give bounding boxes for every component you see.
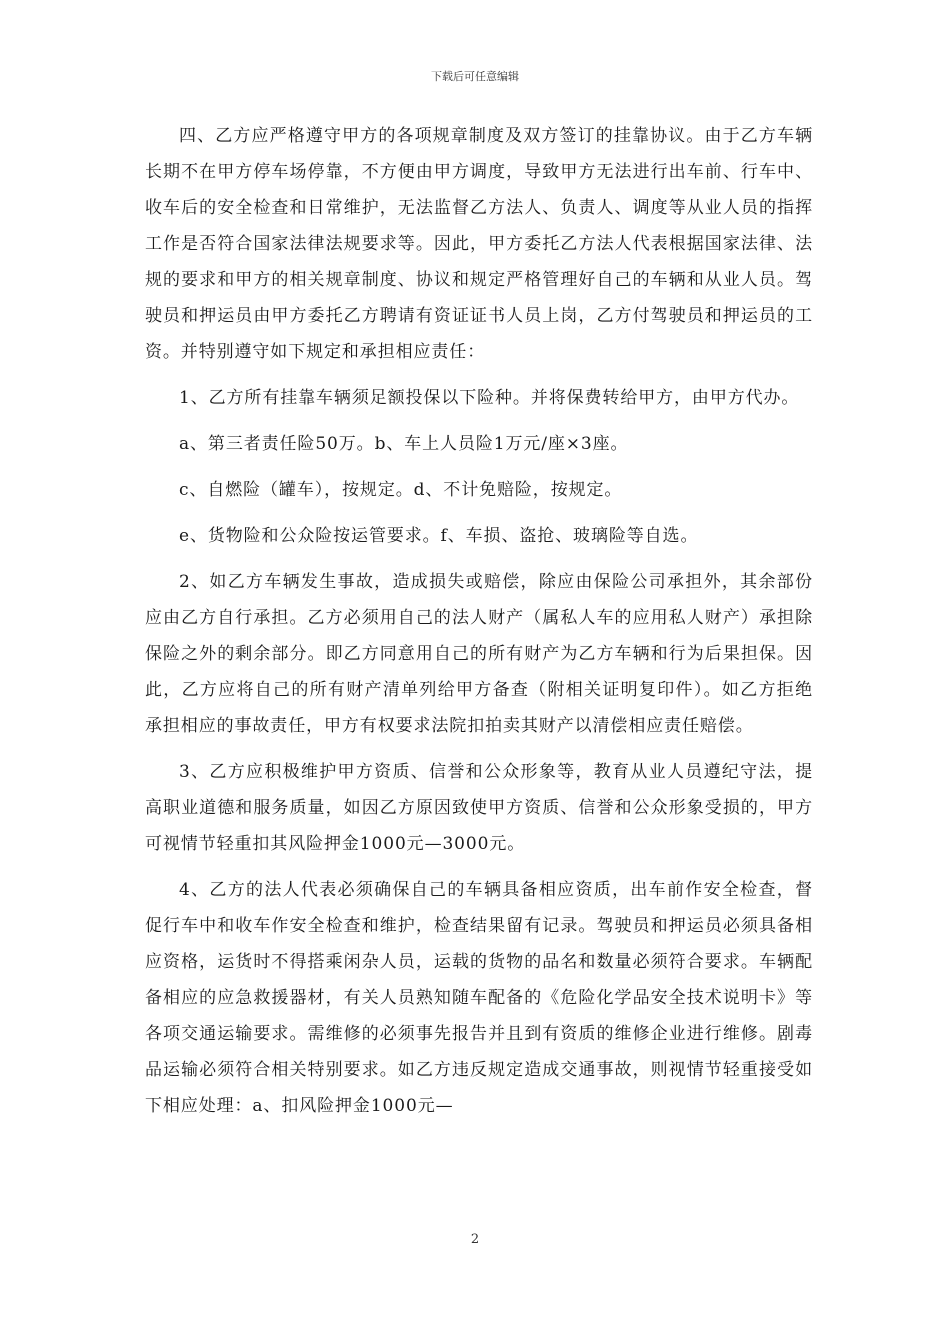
document-body bbox=[145, 118, 813, 1124]
paragraph-insurance-ab: a、第三者责任险50万。b、车上人员险1万元/座×3座。 bbox=[179, 434, 629, 454]
paragraph-item-4: 4、乙方的法人代表必须确保自己的车辆具备相应资质，出车前作安全检查，督促行车中和收车作安全检查和维护，检查结果留有记录。驾驶员和押运员必须具备相应资格，运货时不得搭乘闲杂人员，运载的货物的品名和数量必须符合要求。车辆配备相应的应急救援器材，有关人员熟知随车配备的《危险化学品安全技术说明卡》等各项交通运输要求。需维修的必须事先报告并且到有资质的维修企业进行维修。剧毒品运输必须符合相关特别要求。如乙方违反规定造成交通事故，则视情节轻重接受如下相应处理：a、扣风险押金1000元— bbox=[145, 880, 813, 1116]
paragraph-item-2: 2、如乙方车辆发生事故，造成损失或赔偿，除应由保险公司承担外，其余部份应由乙方自行承担。乙方必须用自己的法人财产（属私人车的应用私人财产）承担除保险之外的剩余部分。即乙方同意用自己的所有财产为乙方车辆和行为后果担保。因此，乙方应将自己的所有财产清单列给甲方备查（附相关证明复印件）。如乙方拒绝承担相应的事故责任，甲方有权要求法院扣拍卖其财产以清偿相应责任赔偿。 bbox=[145, 572, 813, 736]
page-number: 2 bbox=[470, 1232, 480, 1247]
page-header-note: 下载后可任意编辑 bbox=[431, 70, 519, 83]
paragraph-item-1: 1、乙方所有挂靠车辆须足额投保以下险种。并将保费转给甲方，由甲方代办。 bbox=[179, 388, 800, 408]
paragraph-insurance-cd: c、自燃险（罐车），按规定。d、不计免赔险，按规定。 bbox=[179, 480, 623, 500]
paragraph-item-3: 3、乙方应积极维护甲方资质、信誉和公众形象等，教育从业人员遵纪守法，提高职业道德和服务质量，如因乙方原因致使甲方资质、信誉和公众形象受损的，甲方可视情节轻重扣其风险押金1000元—3000元。 bbox=[145, 762, 813, 854]
paragraph-section-4: 四、乙方应严格遵守甲方的各项规章制度及双方签订的挂靠协议。由于乙方车辆长期不在甲方停车场停靠，不方便由甲方调度，导致甲方无法进行出车前、行车中、收车后的安全检查和日常维护，无法监督乙方法人、负责人、调度等从业人员的指挥工作是否符合国家法律法规要求等。因此，甲方委托乙方法人代表根据国家法律、法规的要求和甲方的相关规章制度、协议和规定严格管理好自己的车辆和从业人员。驾驶员和押运员由甲方委托乙方聘请有资证证书人员上岗，乙方付驾驶员和押运员的工资。并特别遵守如下规定和承担相应责任： bbox=[145, 126, 813, 362]
paragraph-insurance-ef: e、货物险和公众险按运管要求。f、车损、盗抢、玻璃险等自选。 bbox=[179, 526, 699, 546]
